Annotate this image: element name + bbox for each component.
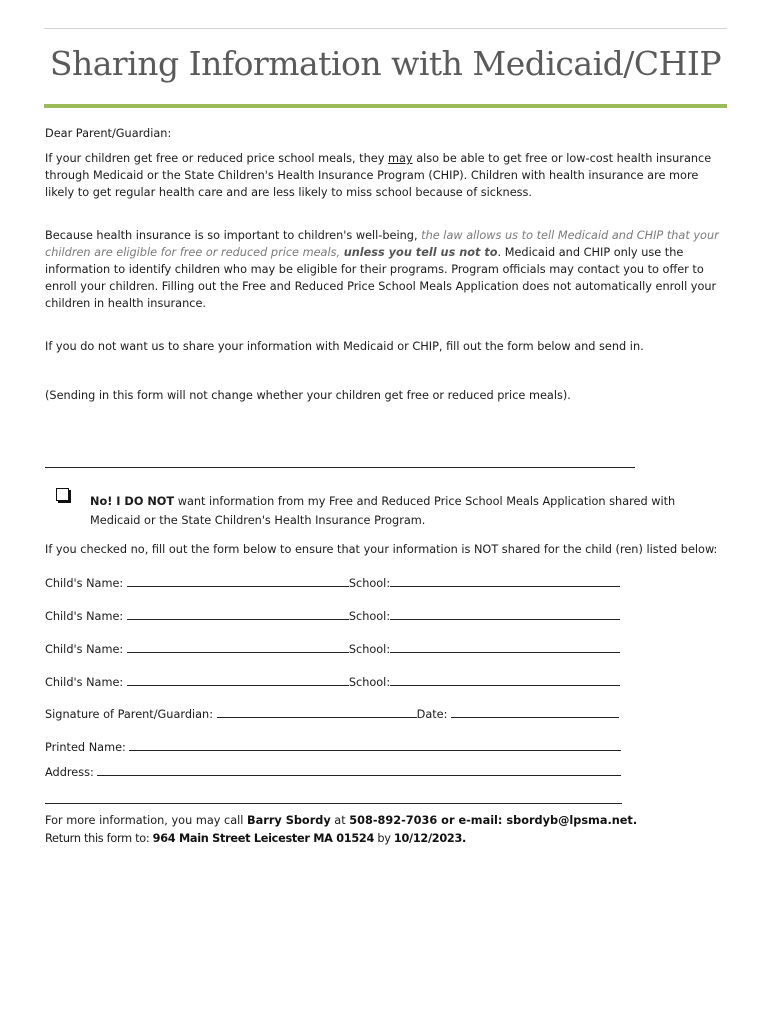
school-field[interactable] xyxy=(390,607,620,620)
top-divider xyxy=(44,28,727,29)
title-underline xyxy=(44,104,727,108)
contact-name: Barry Sbordy xyxy=(247,814,331,827)
child-name-field[interactable] xyxy=(127,640,349,653)
contact-phone-email: 508-892-7036 or e-mail: sbordyb@lpsma.net. xyxy=(349,814,638,827)
child-name-label: Child's Name: xyxy=(45,643,124,656)
intro-text-a: If your children get free or reduced price school meals, they xyxy=(45,152,388,165)
contact-text-a: For more information, you may call xyxy=(45,814,248,827)
address-label: Address: xyxy=(45,766,94,779)
optout-bold-text: No! I DO NOT xyxy=(90,495,175,508)
school-field[interactable] xyxy=(390,574,620,587)
law-italic-text: the law allows us to tell Medicaid and CHIP that your children are eligible for free or reduced price meals, xyxy=(45,229,719,259)
optout-instruction: If you do not want us to share your information with Medicaid or CHIP, fill out the form below and send in. xyxy=(45,340,644,353)
signature-row xyxy=(45,705,619,723)
school-label: School: xyxy=(348,643,391,656)
child-name-label: Child's Name: xyxy=(45,610,124,623)
form-instructions: If you checked no, fill out the form below to ensure that your information is NOT shared for the child (ren) listed below: xyxy=(45,543,718,556)
return-text-a: Return this form to: xyxy=(45,832,153,845)
child-name-field[interactable] xyxy=(127,673,349,686)
child-name-label: Child's Name: xyxy=(45,676,124,689)
return-text-b: by xyxy=(374,832,394,845)
address-continuation-line[interactable] xyxy=(45,803,622,804)
child-name-field[interactable] xyxy=(127,607,349,620)
return-deadline: 10/12/2023. xyxy=(393,832,467,845)
signature-field[interactable] xyxy=(217,705,417,718)
date-label: Date: xyxy=(416,708,448,721)
contact-text-b: at xyxy=(330,814,350,827)
law-text-a: Because health insurance is so important to children's well-being, xyxy=(45,229,422,242)
law-bold-italic-text: unless you tell us not to xyxy=(343,246,498,259)
address-field[interactable] xyxy=(97,763,621,776)
contact-info xyxy=(45,812,725,829)
child-row xyxy=(45,574,620,592)
optout-text: want information from my Free and Reduced Price School Meals Application shared with Medicaid or the State Children's Health Insurance Program. xyxy=(90,495,676,527)
school-field[interactable] xyxy=(390,673,620,686)
intro-paragraph xyxy=(45,150,725,201)
intro-text-b: also be able to get free or low-cost health insurance through Medicaid or the State Children's Health Insurance Program (CHIP). Children with health insurance are more likely to get regular health care and are less likely to miss school because of sickness. xyxy=(45,152,712,199)
school-label: School: xyxy=(348,610,391,623)
school-label: School: xyxy=(348,577,391,590)
optout-statement xyxy=(90,492,725,530)
school-field[interactable] xyxy=(390,640,620,653)
meals-note: (Sending in this form will not change whether your children get free or reduced price meals). xyxy=(45,389,571,402)
child-row xyxy=(45,673,620,691)
optout-checkbox[interactable] xyxy=(56,488,69,501)
child-row xyxy=(45,607,620,625)
signature-label: Signature of Parent/Guardian: xyxy=(45,708,214,721)
printed-name-field[interactable] xyxy=(129,738,621,751)
return-address: 964 Main Street Leicester MA 01524 xyxy=(152,832,375,845)
printed-name-row xyxy=(45,738,621,756)
return-info xyxy=(45,830,725,847)
printed-name-label: Printed Name: xyxy=(45,741,126,754)
child-name-field[interactable] xyxy=(127,574,349,587)
greeting: Dear Parent/Guardian: xyxy=(45,127,172,140)
law-text-b: . Medicaid and CHIP only use the information to identify children who may be eligible for their programs. Program officials may contact you to offer to enroll your children. Filling out the Free and Reduced Price School Meals Application does not automatically enroll your children in health insurance. xyxy=(45,246,717,310)
child-name-label: Child's Name: xyxy=(45,577,124,590)
child-row xyxy=(45,640,620,658)
section-divider xyxy=(45,467,635,468)
intro-emphasis-may: may xyxy=(387,152,413,165)
school-label: School: xyxy=(348,676,391,689)
page-title: Sharing Information with Medicaid/CHIP xyxy=(49,44,722,83)
date-field[interactable] xyxy=(451,705,619,718)
address-row xyxy=(45,763,621,781)
law-paragraph xyxy=(45,227,725,312)
